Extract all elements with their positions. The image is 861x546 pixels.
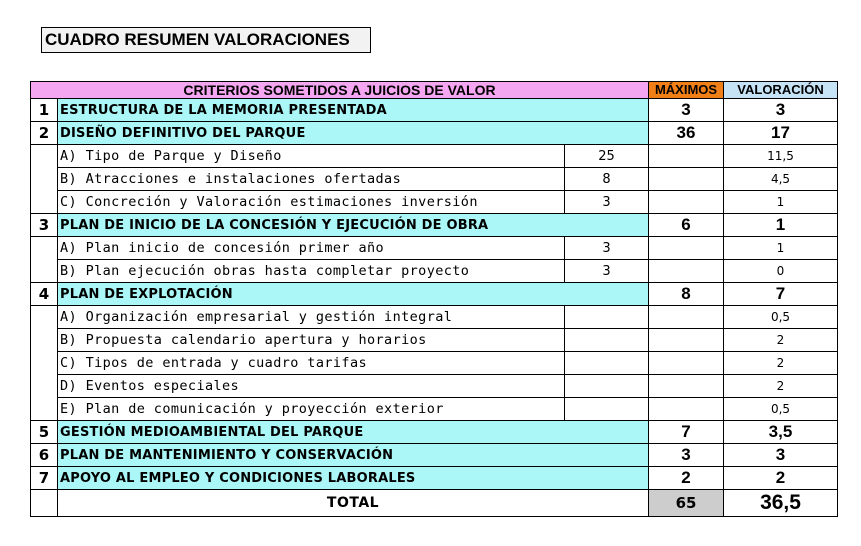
sub-criterion-points: 3	[565, 191, 649, 214]
sub-criterion-row	[31, 352, 838, 375]
indent-cell	[31, 260, 58, 283]
indent-cell	[31, 329, 58, 352]
sub-criterion-row	[31, 237, 838, 260]
sub-criterion-label: D) Eventos especiales	[58, 375, 565, 398]
sub-criterion-row	[31, 398, 838, 421]
sub-criterion-label: C) Concreción y Valoración estimaciones inversión	[58, 191, 565, 214]
indent-cell	[31, 145, 58, 168]
sub-criterion-points: 25	[565, 145, 649, 168]
sub-criterion-row	[31, 260, 838, 283]
criterion-label: DISEÑO DEFINITIVO DEL PARQUE	[58, 122, 649, 145]
indent-cell	[31, 191, 58, 214]
sub-criterion-max-empty	[649, 191, 724, 214]
sub-criterion-max-empty	[649, 260, 724, 283]
criterion-label: ESTRUCTURA DE LA MEMORIA PRESENTADA	[58, 99, 649, 122]
sub-criterion-row	[31, 191, 838, 214]
sub-criterion-max-empty	[649, 375, 724, 398]
criterion-row	[31, 467, 838, 490]
sub-criterion-label: A) Organización empresarial y gestión integral	[58, 306, 565, 329]
criterion-label: PLAN DE INICIO DE LA CONCESIÓN Y EJECUCIÓN DE OBRA	[58, 214, 649, 237]
criterion-row	[31, 99, 838, 122]
sub-criterion-points: 8	[565, 168, 649, 191]
sub-criterion-max-empty	[649, 168, 724, 191]
total-max: 65	[649, 490, 724, 517]
sub-criterion-label: B) Atracciones e instalaciones ofertadas	[58, 168, 565, 191]
indent-cell	[31, 306, 58, 329]
sub-criterion-value: 0,5	[724, 398, 838, 421]
sub-criterion-max-empty	[649, 306, 724, 329]
criterion-number: 2	[31, 122, 58, 145]
criterion-row	[31, 444, 838, 467]
criterion-max: 3	[649, 99, 724, 122]
criterion-value: 2	[724, 467, 838, 490]
sub-criterion-label: A) Plan inicio de concesión primer año	[58, 237, 565, 260]
max-header: MÁXIMOS	[649, 82, 724, 99]
total-row	[31, 490, 838, 517]
criterion-label: PLAN DE EXPLOTACIÓN	[58, 283, 649, 306]
sub-criterion-label: B) Plan ejecución obras hasta completar proyecto	[58, 260, 565, 283]
criterion-value: 7	[724, 283, 838, 306]
criterion-max: 8	[649, 283, 724, 306]
criterion-max: 7	[649, 421, 724, 444]
criterion-max: 36	[649, 122, 724, 145]
sub-criterion-value: 1	[724, 191, 838, 214]
criterion-number: 4	[31, 283, 58, 306]
sub-criterion-points	[565, 375, 649, 398]
criterion-value: 3,5	[724, 421, 838, 444]
sub-criterion-max-empty	[649, 145, 724, 168]
sub-criterion-label: C) Tipos de entrada y cuadro tarifas	[58, 352, 565, 375]
indent-cell	[31, 237, 58, 260]
criterion-value: 3	[724, 99, 838, 122]
sub-criterion-max-empty	[649, 398, 724, 421]
page-title: CUADRO RESUMEN VALORACIONES	[41, 27, 371, 53]
sub-criterion-row	[31, 375, 838, 398]
sub-criterion-value: 0,5	[724, 306, 838, 329]
sub-criterion-points	[565, 398, 649, 421]
sub-criterion-max-empty	[649, 352, 724, 375]
criterion-number: 6	[31, 444, 58, 467]
sub-criterion-points: 3	[565, 260, 649, 283]
indent-cell	[31, 352, 58, 375]
criterion-row	[31, 122, 838, 145]
criterion-value: 3	[724, 444, 838, 467]
criterion-number: 3	[31, 214, 58, 237]
sub-criterion-value: 0	[724, 260, 838, 283]
indent-cell	[31, 168, 58, 191]
criterion-row	[31, 421, 838, 444]
criterion-row	[31, 283, 838, 306]
sub-criterion-points: 3	[565, 237, 649, 260]
sub-criterion-row	[31, 168, 838, 191]
sub-criterion-max-empty	[649, 329, 724, 352]
sub-criterion-value: 2	[724, 352, 838, 375]
criterion-number: 7	[31, 467, 58, 490]
criterion-label: PLAN DE MANTENIMIENTO Y CONSERVACIÓN	[58, 444, 649, 467]
sub-criterion-value: 2	[724, 375, 838, 398]
sub-criterion-row	[31, 145, 838, 168]
valuation-header: VALORACIÓN	[724, 82, 838, 99]
sub-criterion-value: 11,5	[724, 145, 838, 168]
sub-criterion-max-empty	[649, 237, 724, 260]
criterion-max: 6	[649, 214, 724, 237]
criterion-value: 17	[724, 122, 838, 145]
header-row	[31, 82, 838, 99]
sub-criterion-value: 1	[724, 237, 838, 260]
sub-criterion-label: A) Tipo de Parque y Diseño	[58, 145, 565, 168]
criteria-header: CRITERIOS SOMETIDOS A JUICIOS DE VALOR	[31, 82, 649, 99]
total-value: 36,5	[724, 490, 838, 517]
sub-criterion-value: 2	[724, 329, 838, 352]
criterion-max: 3	[649, 444, 724, 467]
indent-cell	[31, 398, 58, 421]
total-label: TOTAL	[58, 490, 649, 517]
criterion-row	[31, 214, 838, 237]
sub-criterion-points	[565, 329, 649, 352]
total-spacer	[31, 490, 58, 517]
sub-criterion-row	[31, 306, 838, 329]
sub-criterion-label: B) Propuesta calendario apertura y horarios	[58, 329, 565, 352]
criterion-value: 1	[724, 214, 838, 237]
sub-criterion-label: E) Plan de comunicación y proyección exterior	[58, 398, 565, 421]
sub-criterion-points	[565, 352, 649, 375]
sub-criterion-points	[565, 306, 649, 329]
criterion-max: 2	[649, 467, 724, 490]
indent-cell	[31, 375, 58, 398]
sub-criterion-row	[31, 329, 838, 352]
criterion-number: 1	[31, 99, 58, 122]
criterion-number: 5	[31, 421, 58, 444]
criterion-label: GESTIÓN MEDIOAMBIENTAL DEL PARQUE	[58, 421, 649, 444]
criterion-label: APOYO AL EMPLEO Y CONDICIONES LABORALES	[58, 467, 649, 490]
valuation-table	[30, 81, 838, 517]
sub-criterion-value: 4,5	[724, 168, 838, 191]
